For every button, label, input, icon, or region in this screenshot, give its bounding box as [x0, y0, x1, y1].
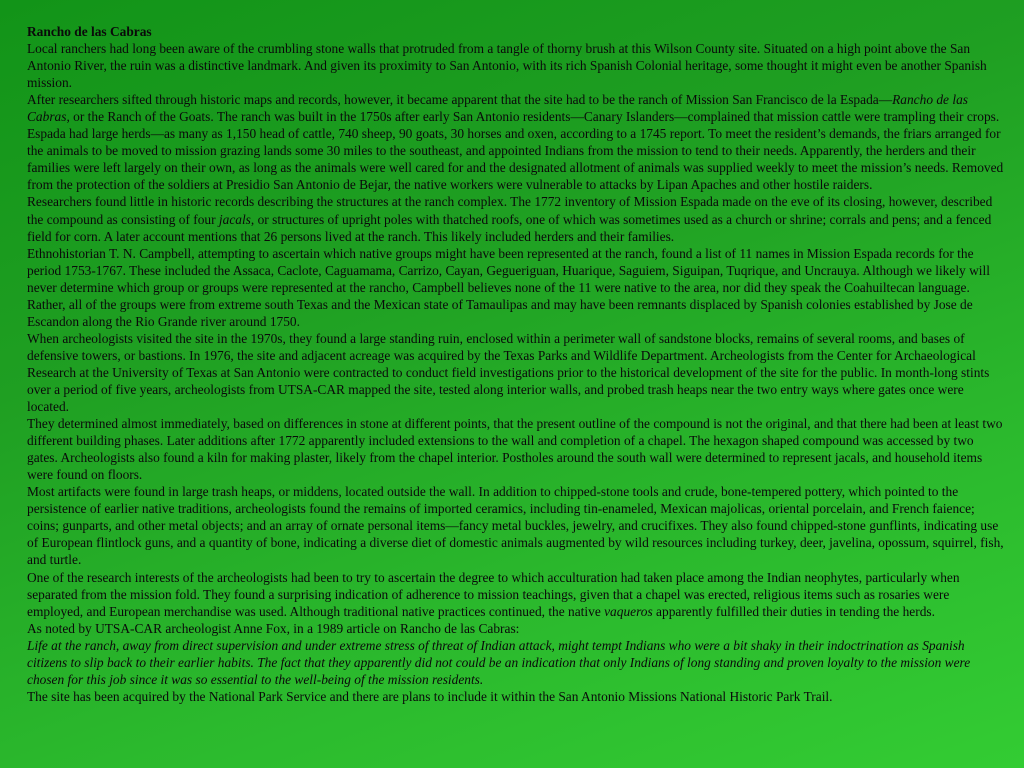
paragraph-ranch-history: [27, 91, 1005, 193]
paragraph-conclusion: The site has been acquired by the National Park Service and there are plans to include it within the San Antonio Missions National Historic Park Trail.: [27, 688, 833, 704]
paragraph-native-groups: Ethnohistorian T. N. Campbell, attempting to ascertain which native groups might have been represented at the ranch, found a list of 11 names in Mission Espada records for the period 1753-1767. These included the Assaca, Caclote, Caguamama, Carrizo, Cayan, Gegueriguan, Huarique, Saguiem, Siguipan, Tuqrique, and Uncrauya. Although we likely will never determine which group or groups were represented at the rancho, Campbell believes none of the 11 were native to the area, nor did they speak the Coahuiltecan language. Rather, all of the groups were from extreme south Texas and the Mexican state of Tamaulipas and may have been remnants displaced by Spanish colonies established by Jose de Escandon along the Rio Grande river around 1750.: [27, 245, 990, 329]
vaqueros-italic: vaqueros: [604, 603, 653, 619]
rancho-name-italic: Rancho de las Cabras: [27, 92, 968, 125]
paragraph-structures-text-b: , or structures of upright poles with thatched roofs, one of which was sometimes used as a church or shrine; corrals and pens; and a fenced field for corn. A later account mentions that 26 persons lived at the ranch. This likely included herders and their families.: [27, 211, 992, 244]
paragraph-acculturation-text-b: apparently fulfilled their duties in tending the herds.: [652, 603, 935, 619]
paragraph-intro: Local ranchers had long been aware of the crumbling stone walls that protruded from a tangle of thorny brush at this Wilson County site. Situated on a high point above the San Antonio River, the ruin was a distinctive landmark. And given its proximity to San Antonio, with its rich Spanish Colonial heritage, some thought it might even be another Spanish mission.: [27, 41, 987, 91]
paragraph-building-phases: They determined almost immediately, based on differences in stone at different points, that the present outline of the compound is not the original, and that there had been at least two different building phases. Later additions after 1772 apparently included extensions to the wall and completion of a chapel. The hexagon shaped compound was accessed by two gates. Archeologists also found a kiln for making plaster, likely from the chapel interior. Postholes around the south wall were determined to represent jacals, and household items were found on floors.: [27, 416, 1003, 483]
block-quote: Life at the ranch, away from direct supervision and under extreme stress of threat of Indian attack, might tempt Indians who were a bit shaky in their indoctrination as Spanish citizens to slip back to their earlier habits. The fact that they apparently did not could be an indication that only Indians of long standing and proven loyalty to the mission were chosen for this job since it was so essential to the well-being of the mission residents.: [27, 637, 971, 687]
paragraph-acculturation-text-a: One of the research interests of the archeologists had been to try to ascertain the degree to which acculturation had taken place among the Indian neophytes, particularly when separated from the mission fold. They found a surprising indication of adherence to mission teachings, given that a chapel was erected, religious items such as rosaries were employed, and European merchandise was used. Although traditional native practices continued, the native: [27, 569, 960, 619]
paragraph-artifacts: Most artifacts were found in large trash heaps, or middens, located outside the wall. In addition to chipped-stone tools and crude, bone-tempered pottery, which pointed to the persistence of earlier native traditions, archeologists found the remains of imported ceramics, including tin-enameled, Mexican majolicas, oriental porcelain, and French faience; coins; gunparts, and other metal objects; and an array of ornate personal items—fancy metal buckles, jewelry, and crucifixes. They also found chipped-stone gunflints, indicating use of European flintlock guns, and a quantity of bone, indicating a diverse diet of domestic animals augmented by wild resources including turkey, deer, javelina, opossum, squirrel, fish, and turtle.: [27, 484, 1004, 568]
jacals-italic: jacals: [218, 211, 251, 227]
article-body: [27, 23, 1005, 705]
paragraph-archeology-1970s: When archeologists visited the site in the 1970s, they found a large standing ruin, enclosed within a perimeter wall of sandstone blocks, remains of several rooms, and bases of defensive towers, or bastions. In 1976, the site and adjacent acreage was acquired by the Texas Parks and Wildlife Department. Archeologists from the Center for Archaeological Research at the University of Texas at San Antonio were contracted to conduct field investigations prior to the historical development of the site for the public. In month-long stints over a period of five years, archeologists from UTSA-CAR mapped the site, tested along interior walls, and probed trash heaps near the two entry ways where gates once were located.: [27, 330, 990, 415]
paragraph-ranch-history-text-b: , or the Ranch of the Goats. The ranch was built in the 1750s after early San Antonio residents—Canary Islanders—complained that mission cattle were trampling their crops. Espada had large herds—as many as 1,150 head of cattle, 740 sheep, 90 goats, 30 horses and oxen, according to a 1745 report. To meet the resident’s demands, the friars arranged for the animals to be moved to mission grazing lands some 30 miles to the southeast, and appointed Indians from the mission to tend to their needs. Apparently, the herders and their families were left largely on their own, as long as the animals were well cared for and the designated allotment of animals was supplied weekly to meet the mission’s needs. Removed from the protection of the soldiers at Presidio San Antonio de Bejar, the native workers were vulnerable to attacks by Lipan Apaches and other hostile raiders.: [27, 109, 1004, 193]
paragraph-ranch-history-text-a: After researchers sifted through historic maps and records, however, it became apparent that the site had to be the ranch of Mission San Francisco de la Espada—: [27, 92, 893, 108]
paragraph-structures-text-a: Researchers found little in historic records describing the structures at the ranch complex. The 1772 inventory of Mission Espada made on the eve of its closing, however, described the compound as consisting of four: [27, 194, 993, 227]
paragraph-quote-intro: As noted by UTSA-CAR archeologist Anne Fox, in a 1989 article on Rancho de las Cabras:: [27, 620, 520, 636]
paragraph-structures: [27, 193, 1005, 244]
article-title: Rancho de las Cabras: [27, 24, 152, 39]
paragraph-acculturation: [27, 569, 1005, 620]
